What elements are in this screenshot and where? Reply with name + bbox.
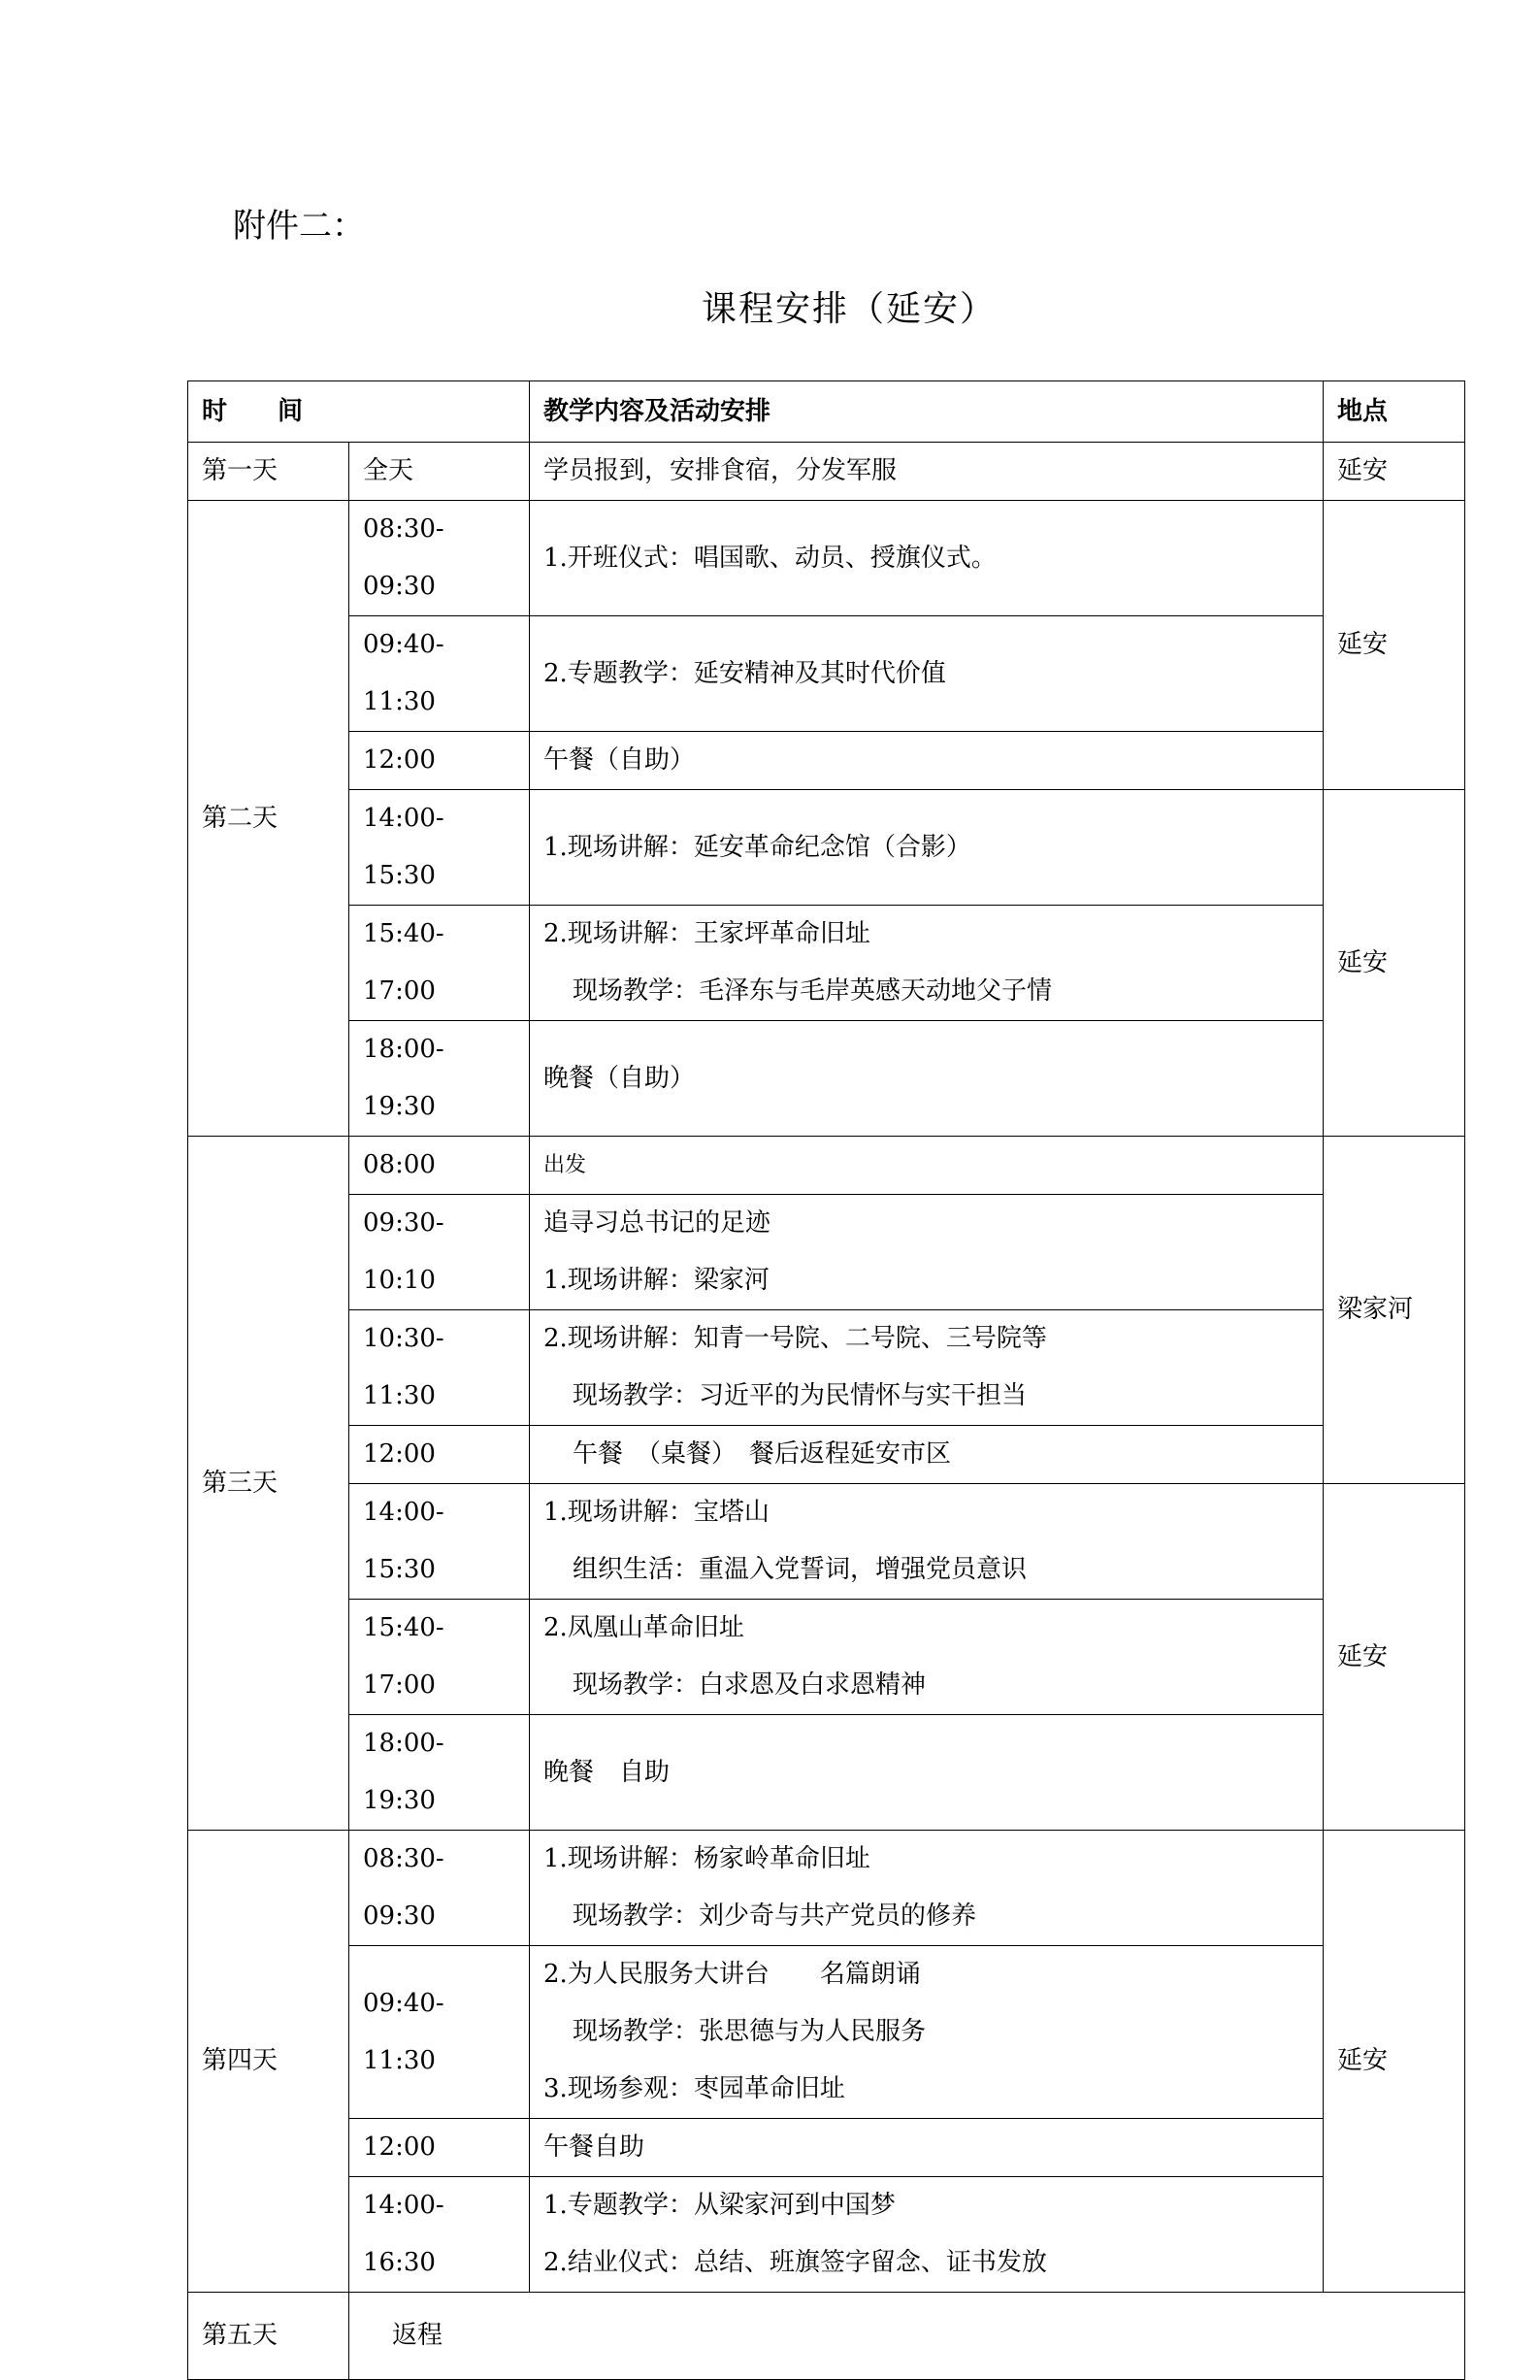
table-row bbox=[188, 732, 1465, 790]
header-content: 教学内容及活动安排 bbox=[530, 381, 1324, 443]
table-row bbox=[188, 1310, 1465, 1426]
table-row bbox=[188, 2177, 1465, 2293]
content-line: 2.为人民服务大讲台 名篇朗诵 bbox=[543, 1960, 921, 1989]
content-line: 现场教学：习近平的为民情怀与实干担当 bbox=[573, 1381, 1028, 1410]
content-cell: 出发 bbox=[530, 1137, 1324, 1195]
table-row bbox=[188, 616, 1465, 732]
time-cell: 08:30-09:30 bbox=[349, 501, 530, 616]
table-row bbox=[188, 501, 1465, 616]
schedule-table bbox=[187, 380, 1465, 2380]
content-line: 午餐 （桌餐） 餐后返程延安市区 bbox=[573, 1439, 952, 1469]
content-line: 2.结业仪式：总结、班旗签字留念、证书发放 bbox=[543, 2248, 1047, 2277]
time-cell: 18:00-19:30 bbox=[349, 1021, 530, 1137]
place-cell: 延安 bbox=[1324, 443, 1465, 501]
table-row bbox=[188, 2119, 1465, 2177]
time-cell: 09:30-10:10 bbox=[349, 1195, 530, 1310]
time-cell: 09:40-11:30 bbox=[349, 616, 530, 732]
time-cell: 08:00 bbox=[349, 1137, 530, 1195]
place-cell: 延安 bbox=[1324, 1831, 1465, 2293]
table-row bbox=[188, 1715, 1465, 1831]
header-place: 地点 bbox=[1324, 381, 1465, 443]
day-cell: 第五天 bbox=[188, 2293, 349, 2380]
content-cell: 学员报到，安排食宿，分发军服 bbox=[530, 443, 1324, 501]
attachment-label: 附件二： bbox=[233, 207, 365, 246]
table-row bbox=[188, 1195, 1465, 1310]
content-line: 2.凤凰山革命旧址 bbox=[543, 1613, 744, 1642]
day-cell: 第四天 bbox=[188, 1831, 349, 2293]
content-cell: 晚餐（自助） bbox=[530, 1021, 1324, 1137]
content-line: 返程 bbox=[392, 2321, 443, 2350]
table-row bbox=[188, 1831, 1465, 1946]
content-line: 组织生活：重温入党誓词，增强党员意识 bbox=[573, 1555, 1028, 1584]
time-cell: 14:00-16:30 bbox=[349, 2177, 530, 2293]
table-row bbox=[188, 2293, 1465, 2380]
table-row bbox=[188, 1946, 1465, 2119]
time-cell: 15:40-17:00 bbox=[349, 1600, 530, 1715]
content-line: 现场教学：刘少奇与共产党员的修养 bbox=[573, 1901, 977, 1931]
content-line: 1.现场讲解：宝塔山 bbox=[543, 1498, 770, 1527]
page-title: 课程安排（延安） bbox=[701, 289, 997, 329]
content-line: 3.现场参观：枣园革命旧址 bbox=[543, 2074, 845, 2103]
content-cell: 2.专题教学：延安精神及其时代价值 bbox=[530, 616, 1324, 732]
content-cell bbox=[530, 1310, 1324, 1426]
content-line: 追寻习总书记的足迹 bbox=[543, 1208, 771, 1238]
table-row bbox=[188, 1600, 1465, 1715]
time-cell: 18:00-19:30 bbox=[349, 1715, 530, 1831]
content-line: 现场教学：白求恩及白求恩精神 bbox=[573, 1670, 927, 1700]
day-cell: 第二天 bbox=[188, 501, 349, 1137]
place-cell: 延安 bbox=[1324, 1484, 1465, 1831]
content-line: 现场教学：张思德与为人民服务 bbox=[573, 2017, 927, 2046]
time-cell: 14:00-15:30 bbox=[349, 790, 530, 906]
content-line: 现场教学：毛泽东与毛岸英感天动地父子情 bbox=[573, 976, 1053, 1006]
time-cell: 全天 bbox=[349, 443, 530, 501]
table-row bbox=[188, 1021, 1465, 1137]
time-cell: 09:40-11:30 bbox=[349, 1946, 530, 2119]
content-cell bbox=[530, 1831, 1324, 1946]
time-cell: 14:00-15:30 bbox=[349, 1484, 530, 1600]
table-row bbox=[188, 906, 1465, 1021]
time-cell: 12:00 bbox=[349, 1426, 530, 1484]
content-cell bbox=[349, 2293, 1465, 2380]
content-cell: 午餐自助 bbox=[530, 2119, 1324, 2177]
content-cell bbox=[530, 1600, 1324, 1715]
table-row bbox=[188, 1484, 1465, 1600]
content-line: 2.现场讲解：王家坪革命旧址 bbox=[543, 919, 870, 948]
content-cell bbox=[530, 1946, 1324, 2119]
content-cell: 晚餐 自助 bbox=[530, 1715, 1324, 1831]
content-cell bbox=[530, 1484, 1324, 1600]
place-cell: 延安 bbox=[1324, 790, 1465, 1137]
content-cell bbox=[530, 1195, 1324, 1310]
content-line: 1.专题教学：从梁家河到中国梦 bbox=[543, 2191, 896, 2220]
content-line: 1.现场讲解：杨家岭革命旧址 bbox=[543, 1844, 870, 1873]
content-line: 2.现场讲解：知青一号院、二号院、三号院等 bbox=[543, 1324, 1047, 1353]
content-cell: 1.现场讲解：延安革命纪念馆（合影） bbox=[530, 790, 1324, 906]
table-row bbox=[188, 1426, 1465, 1484]
time-cell: 08:30-09:30 bbox=[349, 1831, 530, 1946]
day-cell: 第三天 bbox=[188, 1137, 349, 1831]
content-cell bbox=[530, 1426, 1324, 1484]
content-cell bbox=[530, 2177, 1324, 2293]
content-cell: 午餐（自助） bbox=[530, 732, 1324, 790]
table-row bbox=[188, 1137, 1465, 1195]
table-row bbox=[188, 443, 1465, 501]
time-cell: 10:30-11:30 bbox=[349, 1310, 530, 1426]
content-cell: 1.开班仪式：唱国歌、动员、授旗仪式。 bbox=[530, 501, 1324, 616]
table-row bbox=[188, 790, 1465, 906]
time-cell: 12:00 bbox=[349, 732, 530, 790]
time-cell: 15:40-17:00 bbox=[349, 906, 530, 1021]
content-line: 1.现场讲解：梁家河 bbox=[543, 1266, 770, 1295]
day-cell: 第一天 bbox=[188, 443, 349, 501]
time-cell: 12:00 bbox=[349, 2119, 530, 2177]
content-cell bbox=[530, 906, 1324, 1021]
place-cell: 梁家河 bbox=[1324, 1137, 1465, 1484]
table-header-row bbox=[188, 381, 1465, 443]
place-cell: 延安 bbox=[1324, 501, 1465, 790]
header-time: 时 间 bbox=[188, 381, 530, 443]
